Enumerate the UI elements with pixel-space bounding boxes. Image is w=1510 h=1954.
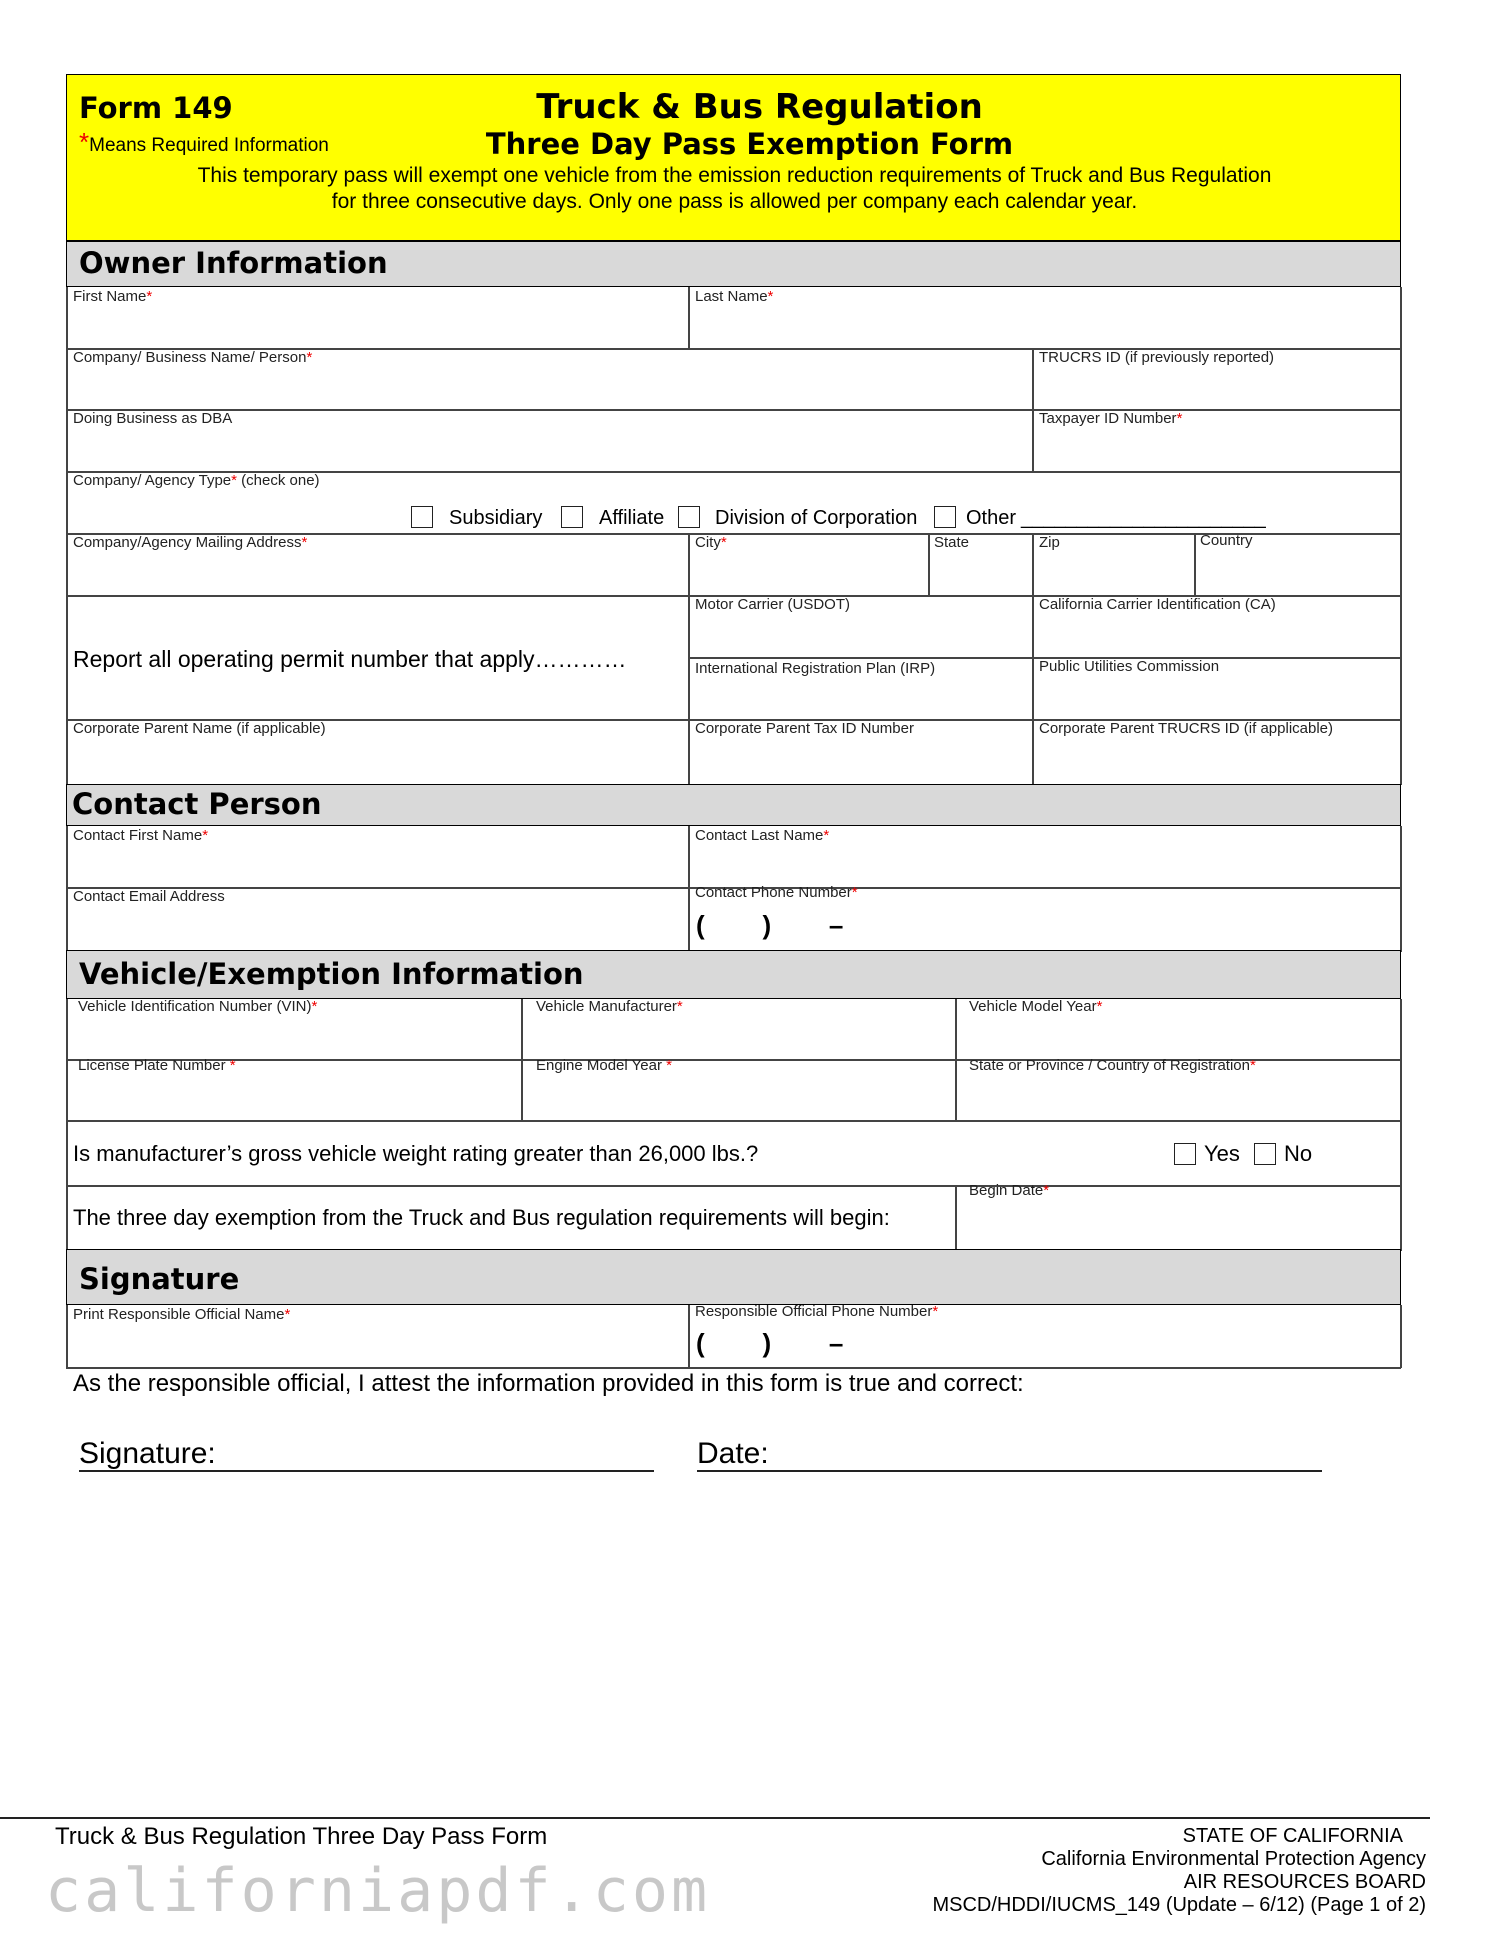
subsidiary-label: Subsidiary [449, 507, 543, 529]
official-phone-field[interactable]: ( ) – [696, 1328, 844, 1358]
trucrs-id-field[interactable] [1036, 369, 1396, 407]
official-phone-text: Responsible Official Phone Number [695, 1303, 933, 1320]
contact-section-header [66, 784, 1401, 826]
country-field[interactable] [1198, 554, 1396, 592]
subsidiary-checkbox[interactable] [411, 506, 433, 528]
date-line[interactable] [697, 1470, 1322, 1472]
divider [1032, 533, 1034, 785]
affiliate-checkbox[interactable] [561, 506, 583, 528]
affiliate-label: Affiliate [599, 507, 665, 529]
division-label: Division of Corporation [715, 507, 918, 529]
required-asterisk: * [720, 534, 727, 551]
other-checkbox[interactable] [934, 506, 956, 528]
required-asterisk: * [202, 827, 209, 844]
puc-label: Public Utilities Commission [1039, 658, 1220, 675]
watermark: californiapdf.com [45, 1856, 711, 1926]
usdot-label: Motor Carrier (USDOT) [695, 596, 851, 613]
footer-board: AIR RESOURCES BOARD [1183, 1871, 1426, 1893]
agency-type-note: (check one) [241, 472, 320, 489]
divider [688, 287, 690, 348]
attest-statement: As the responsible official, I attest the information provided in this form is true and correct: [73, 1370, 1024, 1397]
contact-right-border [1400, 826, 1402, 952]
divider [688, 1305, 690, 1368]
required-note-text: Means Required Information [89, 135, 329, 156]
footer-rule [0, 1817, 1430, 1819]
company-name-text: Company/ Business Name/ Person [73, 349, 307, 366]
last-name-label [695, 288, 773, 305]
parent-tax-id-field[interactable] [692, 740, 1028, 782]
city-text: City [695, 534, 721, 551]
manufacturer-field[interactable] [525, 1018, 951, 1056]
contact-last-name-text: Contact Last Name [695, 827, 824, 844]
state-field[interactable] [932, 554, 1028, 592]
other-label: Other [966, 507, 1017, 529]
contact-email-field[interactable] [70, 908, 684, 948]
parent-name-field[interactable] [70, 740, 684, 782]
registration-label [969, 1057, 1256, 1074]
gvwr-yes-label: Yes [1204, 1141, 1240, 1166]
begin-prompt: The three day exemption from the Truck and Bus regulation requirements will begin: [73, 1205, 890, 1230]
division-checkbox[interactable] [678, 506, 700, 528]
required-asterisk: * [932, 1303, 939, 1320]
divider [955, 1185, 957, 1251]
contact-last-name-field[interactable] [692, 847, 1396, 885]
vehicle-left-border [66, 999, 68, 1251]
required-asterisk: * [851, 884, 858, 901]
taxpayer-id-field[interactable] [1036, 430, 1396, 468]
puc-field[interactable] [1036, 680, 1396, 716]
engine-year-field[interactable] [525, 1078, 951, 1118]
required-asterisk: * [676, 998, 683, 1015]
vehicle-section-title: Vehicle/Exemption Information [79, 957, 584, 991]
required-asterisk: * [306, 349, 313, 366]
city-label [695, 534, 727, 551]
dba-field[interactable] [70, 430, 1028, 468]
divider [688, 533, 690, 785]
ca-carrier-field[interactable] [1036, 616, 1396, 654]
footer-agency: California Environmental Protection Agency [1041, 1848, 1426, 1870]
signature-section-title: Signature [79, 1262, 240, 1296]
mailing-address-text: Company/Agency Mailing Address [73, 534, 302, 551]
footer-state: STATE OF CALIFORNIA [1182, 1825, 1403, 1847]
plate-field[interactable] [70, 1078, 518, 1118]
required-asterisk: * [301, 534, 308, 551]
zip-label: Zip [1039, 534, 1060, 551]
form-description-line1: This temporary pass will exempt one vehicle from the emission reduction requirements of Truck and Bus Regulation [197, 164, 1272, 187]
registration-text: State or Province / Country of Registration [969, 1057, 1250, 1074]
first-name-text: First Name [73, 288, 147, 305]
manufacturer-label [536, 998, 683, 1015]
official-name-text: Print Responsible Official Name [73, 1306, 285, 1323]
required-asterisk: * [1249, 1057, 1256, 1074]
owner-right-border [1400, 287, 1402, 785]
begin-date-label [969, 1182, 1049, 1199]
gvwr-no-label: No [1284, 1141, 1313, 1166]
contact-phone-field[interactable]: ( ) – [696, 910, 844, 940]
owner-section-header [66, 241, 1401, 287]
agency-type-text: Company/ Agency Type [73, 472, 232, 489]
manufacturer-text: Vehicle Manufacturer [536, 998, 677, 1015]
other-input[interactable]: ______________________ [1021, 507, 1266, 529]
vehicle-right-border [1400, 999, 1402, 1251]
contact-section-title: Contact Person [72, 787, 322, 821]
city-field[interactable] [692, 554, 924, 592]
required-asterisk: * [1043, 1182, 1050, 1199]
signature-section-header [66, 1249, 1401, 1305]
contact-phone-text: Contact Phone Number [695, 884, 852, 901]
divider [66, 1120, 1401, 1122]
state-label: State [934, 534, 970, 551]
form-title: Truck & Bus Regulation [536, 87, 983, 127]
divider [1032, 348, 1034, 471]
official-phone-label [695, 1303, 938, 1320]
contact-last-name-label [695, 827, 829, 844]
form-header [66, 74, 1401, 241]
divider [1194, 533, 1196, 595]
mailing-address-label [73, 534, 307, 551]
required-asterisk: * [767, 288, 774, 305]
model-year-text: Vehicle Model Year [969, 998, 1097, 1015]
divider [66, 409, 1401, 411]
footer-agency-block [932, 1825, 1426, 1917]
last-name-text: Last Name [695, 288, 768, 305]
gvwr-yes-checkbox[interactable] [1174, 1143, 1196, 1165]
divider [928, 533, 930, 595]
engine-year-label [536, 1057, 672, 1074]
vin-text: Vehicle Identification Number (VIN) [78, 998, 312, 1015]
usdot-field[interactable] [692, 616, 1028, 654]
contact-first-name-text: Contact First Name [73, 827, 203, 844]
owner-section-title: Owner Information [79, 246, 388, 280]
form-subtitle: Three Day Pass Exemption Form [485, 127, 1014, 161]
signature-right-border [1400, 1305, 1402, 1368]
form-description-line2: for three consecutive days. Only one pass is allowed per company each calendar year. [331, 190, 1138, 213]
irp-label: International Registration Plan (IRP) [695, 660, 936, 677]
mailing-address-field[interactable] [70, 554, 684, 592]
divider [66, 1185, 1401, 1187]
begin-date-field[interactable] [959, 1204, 1396, 1248]
dba-label: Doing Business as DBA [73, 410, 233, 427]
date-label: Date: [697, 1437, 769, 1470]
required-asterisk: * [823, 827, 830, 844]
engine-year-text: Engine Model Year [536, 1057, 662, 1074]
model-year-field[interactable] [959, 1018, 1396, 1056]
required-asterisk: * [666, 1057, 672, 1074]
contact-first-name-label [73, 827, 208, 844]
required-asterisk: * [229, 1057, 236, 1074]
required-asterisk: * [79, 127, 90, 157]
contact-left-border [66, 826, 68, 952]
agency-type-label [73, 472, 320, 489]
country-label: Country [1200, 532, 1253, 549]
required-asterisk: * [231, 472, 237, 489]
divider [688, 826, 690, 952]
required-asterisk: * [146, 288, 153, 305]
first-name-field[interactable] [70, 308, 684, 346]
company-name-label [73, 349, 312, 366]
vin-label [78, 998, 317, 1015]
signature-left-border [66, 1305, 68, 1368]
vin-field[interactable] [70, 1018, 518, 1056]
gvwr-no-checkbox[interactable] [1254, 1143, 1276, 1165]
required-asterisk: * [311, 998, 318, 1015]
signature-line[interactable] [79, 1470, 654, 1472]
signature-label: Signature: [79, 1437, 216, 1470]
owner-left-border [66, 287, 68, 785]
parent-trucrs-field[interactable] [1036, 740, 1396, 782]
begin-date-text: Begin Date [969, 1182, 1044, 1199]
first-name-label [73, 288, 152, 305]
trucrs-id-label: TRUCRS ID (if previously reported) [1039, 349, 1275, 366]
parent-trucrs-label: Corporate Parent TRUCRS ID (if applicable) [1039, 720, 1334, 737]
zip-field[interactable] [1036, 554, 1190, 592]
required-asterisk: * [284, 1306, 291, 1323]
contact-email-label: Contact Email Address [73, 888, 225, 905]
parent-tax-id-label: Corporate Parent Tax ID Number [695, 720, 914, 737]
gvwr-question: Is manufacturer’s gross vehicle weight rating greater than 26,000 lbs.? [73, 1141, 759, 1166]
company-name-field[interactable] [70, 369, 1028, 407]
taxpayer-id-text: Taxpayer ID Number [1039, 410, 1177, 427]
footer-code: MSCD/HDDI/IUCMS_149 (Update – 6/12) (Page 1 of 2) [932, 1894, 1426, 1916]
form-number: Form 149 [79, 91, 233, 125]
divider [66, 1367, 1401, 1369]
required-asterisk: * [1096, 998, 1103, 1015]
contact-phone-label [695, 884, 858, 901]
footer-title: Truck & Bus Regulation Three Day Pass Form [55, 1823, 548, 1850]
registration-field[interactable] [959, 1078, 1396, 1118]
last-name-field[interactable] [692, 308, 1396, 346]
vehicle-section-header [66, 950, 1401, 999]
taxpayer-id-label [1039, 410, 1182, 427]
required-asterisk: * [1176, 410, 1183, 427]
contact-first-name-field[interactable] [70, 847, 684, 885]
permit-prompt: Report all operating permit number that apply………… [73, 646, 627, 672]
plate-label [78, 1057, 236, 1074]
plate-text: License Plate Number [78, 1057, 226, 1074]
ca-carrier-label: California Carrier Identification (CA) [1039, 596, 1276, 613]
parent-name-label: Corporate Parent Name (if applicable) [73, 720, 326, 737]
official-name-label [73, 1306, 290, 1323]
model-year-label [969, 998, 1102, 1015]
irp-field[interactable] [692, 680, 1028, 716]
official-name-field[interactable] [70, 1326, 684, 1364]
